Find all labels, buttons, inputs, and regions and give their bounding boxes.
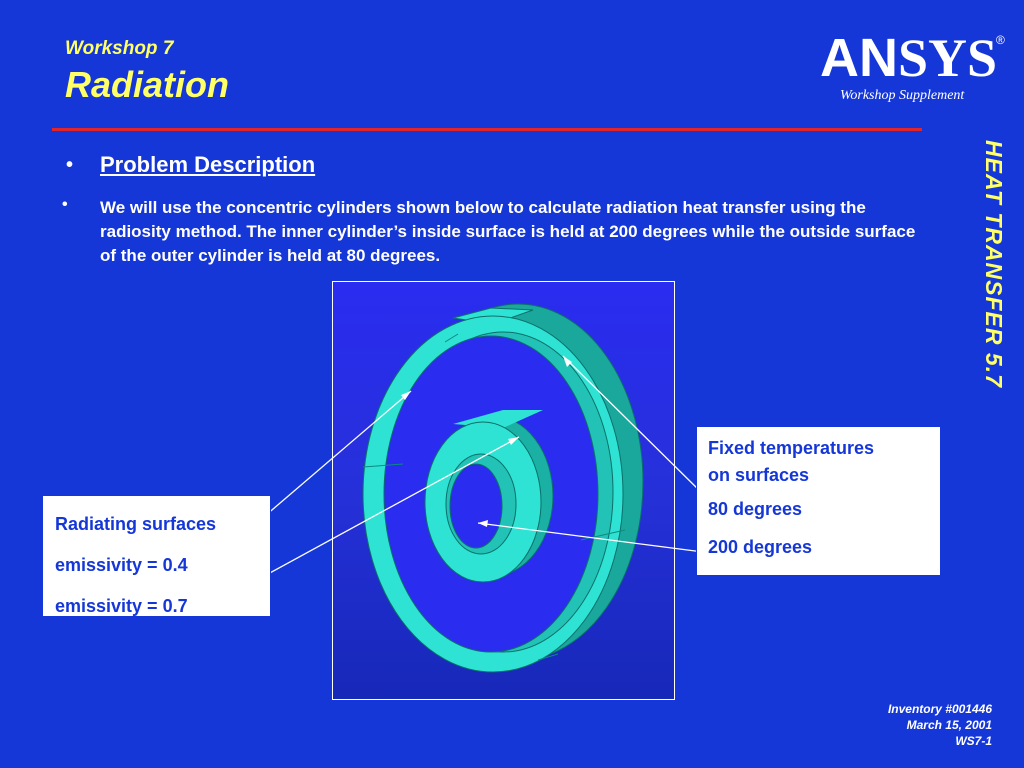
logo-text-an: AN bbox=[820, 28, 898, 84]
sidebar-text: HEAT TRANSFER 5.7 bbox=[981, 140, 1007, 388]
page-title: Radiation bbox=[65, 64, 230, 105]
inventory-number: Inventory #001446 bbox=[887, 702, 992, 716]
footer-date: March 15, 2001 bbox=[906, 718, 992, 732]
problem-heading: Problem Description bbox=[100, 152, 316, 177]
logo-subtitle: Workshop Supplement bbox=[840, 88, 965, 103]
200-degrees-label: 200 degrees bbox=[708, 537, 813, 557]
sidebar-vertical-title bbox=[964, 140, 1024, 440]
callout-title-line2: on surfaces bbox=[708, 465, 810, 485]
emissivity-04-label: emissivity = 0.4 bbox=[55, 555, 188, 575]
callout-title-line1: Fixed temperatures bbox=[708, 438, 875, 458]
cylinder-model-image bbox=[332, 281, 675, 700]
footer-info bbox=[888, 701, 992, 749]
fixed-temperatures-callout bbox=[696, 426, 941, 576]
bullet-dot: • bbox=[62, 196, 68, 213]
problem-description: We will use the concentric cylinders shown below to calculate radiation heat transfer using the radiosity method. The inner cylinder’s inside surface is held at 200 degrees while the outside surface of the outer cylinder is held at 80 degrees. bbox=[100, 198, 916, 265]
logo-registered-mark: ® bbox=[996, 33, 1005, 47]
callout-title: Radiating surfaces bbox=[55, 514, 217, 534]
radiating-surfaces-callout bbox=[42, 495, 271, 617]
80-degrees-label: 80 degrees bbox=[708, 499, 803, 519]
logo-text-sys: SYS bbox=[898, 28, 998, 84]
page-number: WS7-1 bbox=[955, 734, 992, 748]
bullet-dot: • bbox=[66, 154, 74, 176]
workshop-label: Workshop 7 bbox=[65, 38, 174, 59]
ansys-logo bbox=[820, 28, 1010, 84]
emissivity-07-label: emissivity = 0.7 bbox=[55, 596, 188, 616]
inner-cylinder-hole bbox=[450, 464, 502, 548]
concentric-cylinders-drawing bbox=[333, 282, 675, 700]
header-divider bbox=[52, 128, 922, 131]
